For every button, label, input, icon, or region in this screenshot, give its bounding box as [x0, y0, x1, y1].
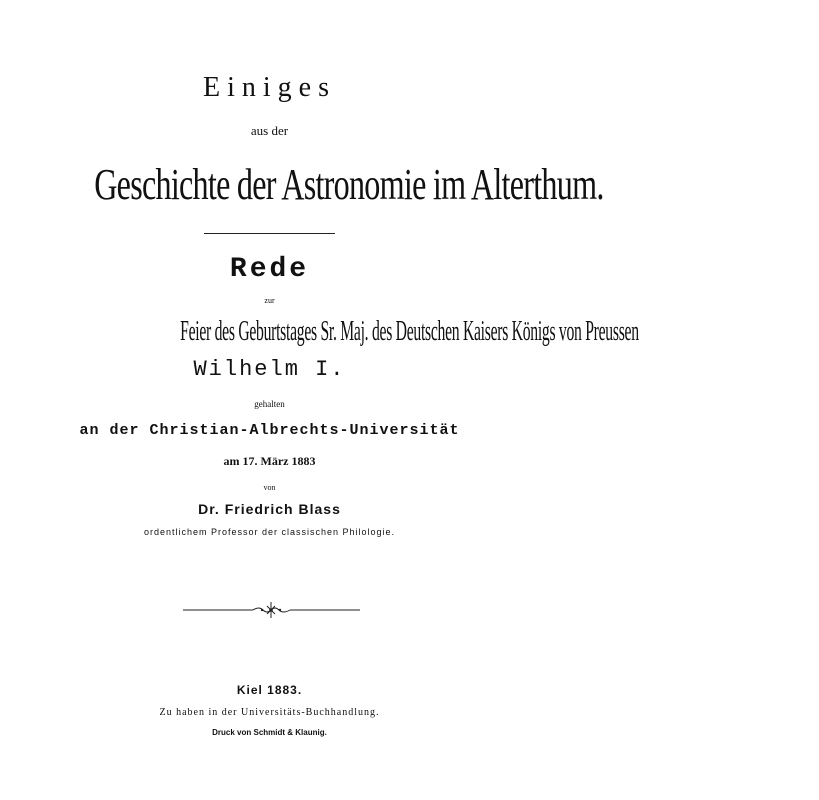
printer-line: Druck von Schmidt & Klaunig. — [212, 728, 327, 737]
author-title: ordentlichem Professor der classischen Philologie. — [143, 527, 396, 537]
text-gehalten: gehalten — [254, 399, 285, 409]
main-title — [0, 160, 604, 209]
university-line: an der Christian-Albrechts-Universität — [79, 422, 460, 439]
main-title-text: Geschichte der Astronomie im Alterthum. — [94, 160, 604, 209]
author-name: Dr. Friedrich Blass — [198, 501, 341, 517]
bookshop-line: Zu haben in der Universitäts-Buchhandlung. — [159, 707, 380, 718]
text-zur: zur — [264, 296, 275, 305]
heading-einiges: Einiges — [203, 72, 336, 103]
date-line: am 17. März 1883 — [223, 454, 316, 468]
emperor-name: Wilhelm I. — [193, 357, 346, 382]
occasion-line — [0, 316, 639, 347]
text-von: von — [263, 483, 276, 492]
place-year: Kiel 1883. — [236, 683, 303, 697]
heading-rede: Rede — [229, 254, 310, 285]
ornament-divider — [183, 600, 360, 620]
occasion-line-text: Feier des Geburtstages Sr. Maj. des Deutschen Kaisers Königs von Preussen — [180, 316, 639, 347]
subheading-aus-der: aus der — [250, 123, 289, 138]
title-divider — [204, 233, 335, 234]
